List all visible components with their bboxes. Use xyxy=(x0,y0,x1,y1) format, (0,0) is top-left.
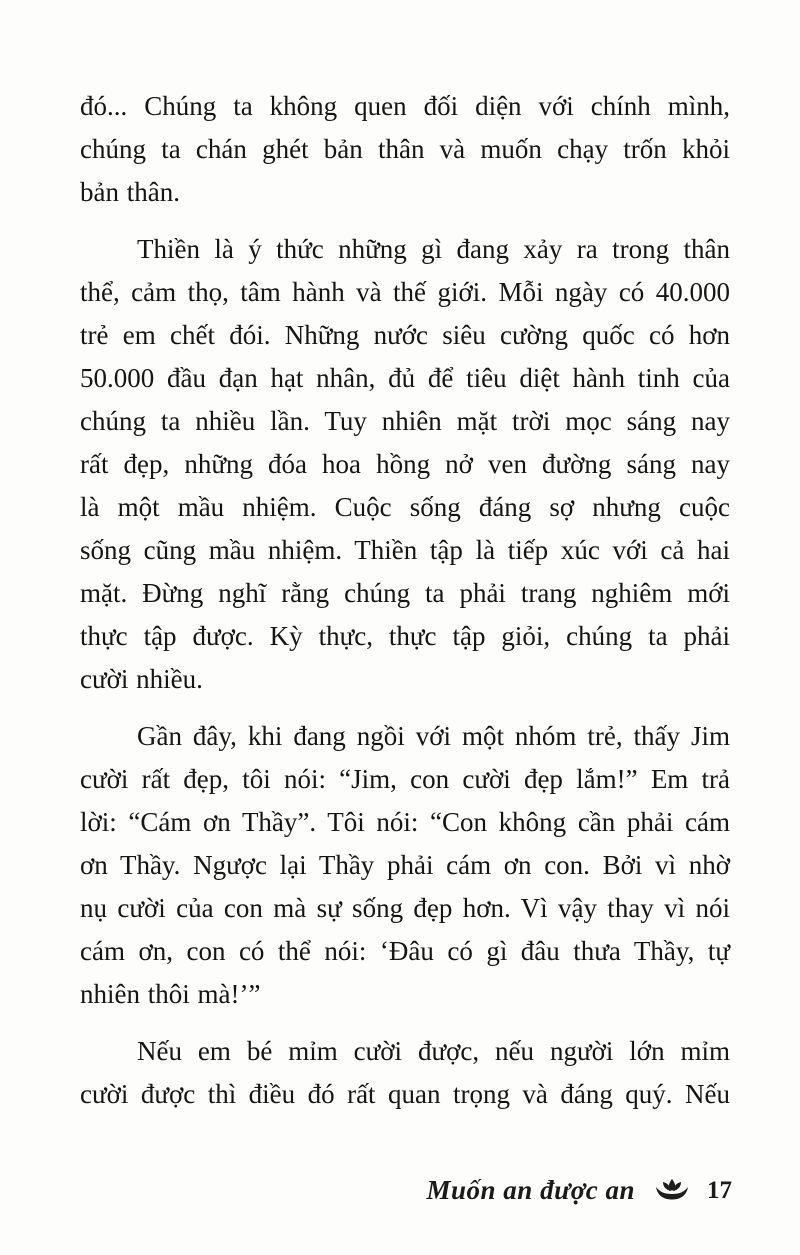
text-line: chúng ta nhiều lần. Tuy nhiên mặt trời mọc sáng nay xyxy=(80,406,730,436)
text-line: thể, cảm thọ, tâm hành và thế giới. Mỗi ngày có 40.000 xyxy=(80,277,730,307)
text-line: Nếu em bé mỉm cười được, nếu người lớn mỉm xyxy=(137,1036,730,1066)
paragraph xyxy=(80,228,730,701)
running-title: Muốn an được an xyxy=(426,1175,635,1205)
text-line: Gần đây, khi đang ngồi với một nhóm trẻ, thấy Jim xyxy=(137,721,730,751)
text-line: trẻ em chết đói. Những nước siêu cường quốc có hơn xyxy=(80,320,730,350)
page-body xyxy=(80,85,730,1130)
text-line: rất đẹp, những đóa hoa hồng nở ven đường sáng nay xyxy=(80,449,730,479)
text-line: nhiên thôi mà!’” xyxy=(80,979,261,1009)
text-line: thực tập được. Kỳ thực, thực tập giỏi, chúng ta phải xyxy=(80,621,730,651)
paragraph xyxy=(80,1030,730,1116)
text-line: lời: “Cám ơn Thầy”. Tôi nói: “Con không cần phải cám xyxy=(80,807,730,837)
paragraph xyxy=(80,85,730,214)
text-line: sống cũng mầu nhiệm. Thiền tập là tiếp xúc với cả hai xyxy=(80,535,730,565)
text-line: Thiền là ý thức những gì đang xảy ra trong thân xyxy=(137,234,730,264)
text-line: ơn Thầy. Ngược lại Thầy phải cám ơn con. Bởi vì nhờ xyxy=(80,850,730,880)
lotus-ornament-icon xyxy=(653,1178,691,1207)
text-line: nụ cười của con mà sự sống đẹp hơn. Vì vậy thay vì nói xyxy=(80,893,730,923)
text-line: cười được thì điều đó rất quan trọng và đáng quý. Nếu xyxy=(80,1079,730,1109)
text-line: là một mầu nhiệm. Cuộc sống đáng sợ nhưng cuộc xyxy=(80,492,730,522)
text-line: chúng ta chán ghét bản thân và muốn chạy trốn khỏi xyxy=(80,134,730,164)
page-footer xyxy=(427,1174,732,1207)
text-line: cám ơn, con có thể nói: ‘Đâu có gì đâu thưa Thầy, tự xyxy=(80,936,730,966)
text-line: cười nhiều. xyxy=(80,664,203,694)
paragraph xyxy=(80,715,730,1016)
text-line: đó... Chúng ta không quen đối diện với chính mình, xyxy=(80,91,730,121)
text-line: mặt. Đừng nghĩ rằng chúng ta phải trang nghiêm mới xyxy=(80,578,730,608)
text-line: 50.000 đầu đạn hạt nhân, đủ để tiêu diệt hành tinh của xyxy=(80,363,730,393)
text-line: cười rất đẹp, tôi nói: “Jim, con cười đẹp lắm!” Em trả xyxy=(80,764,730,794)
page-number: 17 xyxy=(707,1176,732,1204)
text-line: bản thân. xyxy=(80,177,180,207)
